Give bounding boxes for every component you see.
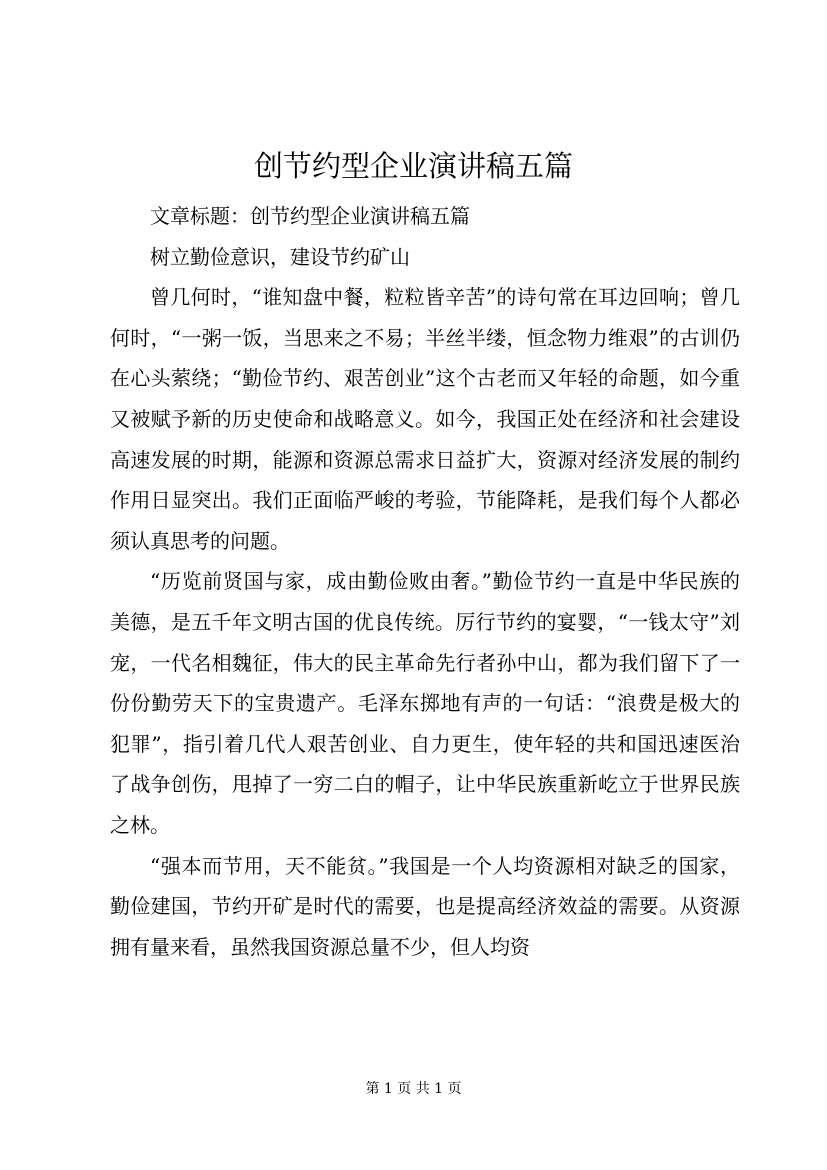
- document-subtitle: 树立勤俭意识，建设节约矿山: [150, 244, 410, 269]
- document-body: [110, 196, 740, 967]
- page-number-footer: 第 1 页 共 1 页: [365, 1081, 462, 1097]
- body-paragraph: “历览前贤国与家，成由勤俭败由奢。”勤俭节约一直是中华民族的美德，是五千年文明古国的优良传统。厉行节约的宴婴，“一钱太守”刘宠，一代名相魏征，伟大的民主革命先行者孙中山，都为我们留下了一份份勤劳天下的宝贵遗产。毛泽东掷地有声的一句话：“浪费是极大的犯罪”，指引着几代人艰苦创业、自力更生，使年轻的共和国迅速医治了战争创伤，甩掉了一穷二白的帽子，让中华民族重新屹立于世界民族之林。: [110, 569, 740, 837]
- document-title: 创节约型企业演讲稿五篇: [253, 149, 573, 183]
- article-title-line: 文章标题：创节约型企业演讲稿五篇: [150, 204, 470, 228]
- body-paragraph: “强本而节用，天不能贫。”我国是一个人均资源相对缺乏的国家，勤俭建国，节约开矿是时代的需要，也是提高经济效益的需要。从资源拥有量来看，虽然我国资源总量不少，但人均资: [110, 853, 740, 959]
- body-paragraph: 曾几何时，“谁知盘中餐，粒粒皆辛苦”的诗句常在耳边回响；曾几何时，“一粥一饭，当思来之不易；半丝半缕，恒念物力维艰”的古训仍在心头萦绕；“勤俭节约、艰苦创业”这个古老而又年轻的命题，如今重又被赋予新的历史使命和战略意义。如今，我国正处在经济和社会建设高速发展的时期，能源和资源总需求日益扩大，资源对经济发展的制约作用日显突出。我们正面临严峻的考验，节能降耗，是我们每个人都必须认真思考的问题。: [110, 285, 740, 553]
